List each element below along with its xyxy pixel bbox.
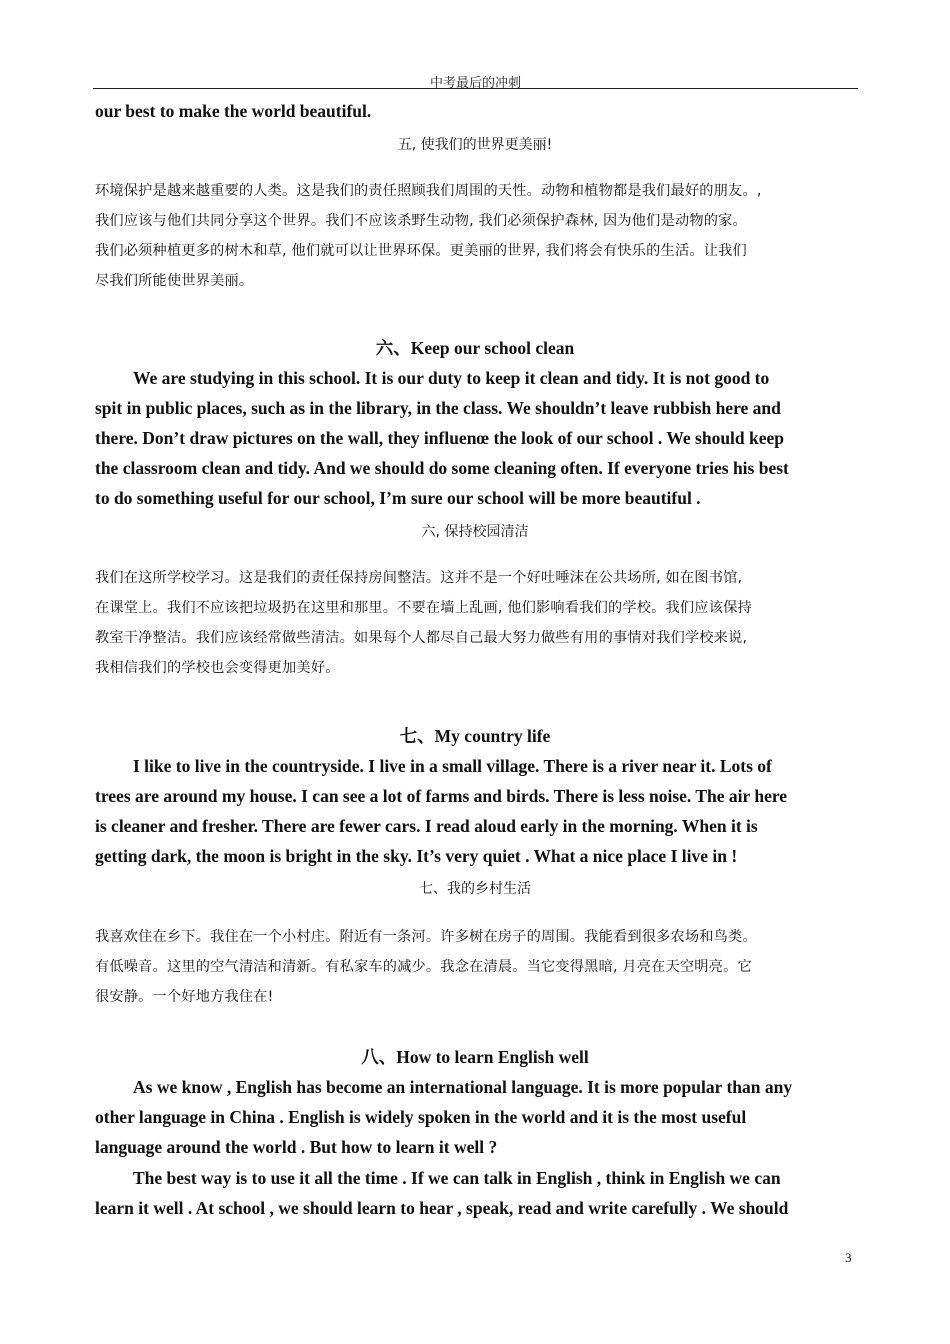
section8-paragraph-1 xyxy=(95,1072,855,1162)
section5-chinese-text xyxy=(95,176,860,296)
section7-chinese-title: 七、我的乡村生活 xyxy=(419,881,531,897)
section6-heading: 六、Keep our school clean xyxy=(375,338,575,358)
header-rule xyxy=(93,88,858,89)
section7-heading: 七、My country life xyxy=(399,726,551,746)
text-line: 我们在这所学校学习。这是我们的责任保持房间整洁。这并不是一个好吐唾沫在公共场所, 如在图书馆, xyxy=(95,570,743,586)
section6-english-text xyxy=(95,363,855,513)
text-line: The best way is to use it all the time . If we can talk in English , think in English we can xyxy=(133,1168,781,1188)
section8-paragraph-2 xyxy=(95,1163,855,1223)
text-line: 我相信我们的学校也会变得更加美好。 xyxy=(95,660,340,676)
text-line: 我们必须种植更多的树木和草, 他们就可以让世界环保。更美丽的世界, 我们将会有快乐的生活。让我们 xyxy=(95,243,747,259)
section6-chinese-title: 六, 保持校园清洁 xyxy=(421,524,529,540)
text-line: getting dark, the moon is bright in the sky. It’s very quiet . What a nice place I live in ! xyxy=(95,846,738,866)
text-line: trees are around my house. I can see a lot of farms and birds. There is less noise. The air here xyxy=(95,786,788,806)
text-line: there. Don’t draw pictures on the wall, they influenœ the look of our school . We should keep xyxy=(95,428,785,448)
section8-heading: 八、How to learn English well xyxy=(361,1047,589,1067)
page-number: 3 xyxy=(845,1250,852,1265)
section5-chinese-title: 五, 使我们的世界更美丽! xyxy=(397,137,553,153)
section7-chinese-text xyxy=(95,922,860,1012)
text-line: 在课堂上。我们不应该把垃圾扔在这里和那里。不要在墙上乱画, 他们影响看我们的学校。我们应该保持 xyxy=(95,600,752,616)
text-line: 有低噪音。这里的空气清洁和清新。有私家车的减少。我念在清晨。当它变得黑暗, 月亮在天空明亮。它 xyxy=(95,959,752,975)
text-line: 很安静。一个好地方我住在! xyxy=(95,989,274,1005)
text-line: spit in public places, such as in the library, in the class. We shouldn’t leave rubbish here and xyxy=(95,398,781,418)
text-line: to do something useful for our school, I’m sure our school will be more beautiful . xyxy=(95,488,701,508)
text-line: 我喜欢住在乡下。我住在一个小村庄。附近有一条河。许多树在房子的周围。我能看到很多农场和鸟类。 xyxy=(95,929,757,945)
text-line: other language in China . English is widely spoken in the world and it is the most useful xyxy=(95,1107,747,1127)
section5-english-tail: our best to make the world beautiful. xyxy=(95,101,372,121)
text-line: We are studying in this school. It is our duty to keep it clean and tidy. It is not good to xyxy=(133,368,770,388)
text-line: 尽我们所能使世界美丽。 xyxy=(95,273,254,289)
text-line: 环境保护是越来越重要的人类。这是我们的责任照顾我们周围的天性。动物和植物都是我们最好的朋友。, xyxy=(95,183,762,199)
text-line: I like to live in the countryside. I live in a small village. There is a river near it. Lots of xyxy=(133,756,772,776)
section6-chinese-text xyxy=(95,563,860,683)
text-line: language around the world . But how to learn it well ? xyxy=(95,1137,498,1157)
text-line: 我们应该与他们共同分享这个世界。我们不应该杀野生动物, 我们必须保护森林, 因为他们是动物的家。 xyxy=(95,213,747,229)
text-line: learn it well . At school , we should learn to hear , speak, read and write carefully . We should xyxy=(95,1198,789,1218)
text-line: 教室干净整洁。我们应该经常做些清洁。如果每个人都尽自己最大努力做些有用的事情对我们学校来说, xyxy=(95,630,748,646)
section7-english-text xyxy=(95,751,855,871)
text-line: As we know , English has become an international language. It is more popular than any xyxy=(133,1077,793,1097)
page-header: 中考最后的冲刺 xyxy=(429,76,521,91)
text-line: the classroom clean and tidy. And we should do some cleaning often. If everyone tries his best xyxy=(95,458,789,478)
text-line: is cleaner and fresher. There are fewer cars. I read aloud early in the morning. When it is xyxy=(95,816,758,836)
